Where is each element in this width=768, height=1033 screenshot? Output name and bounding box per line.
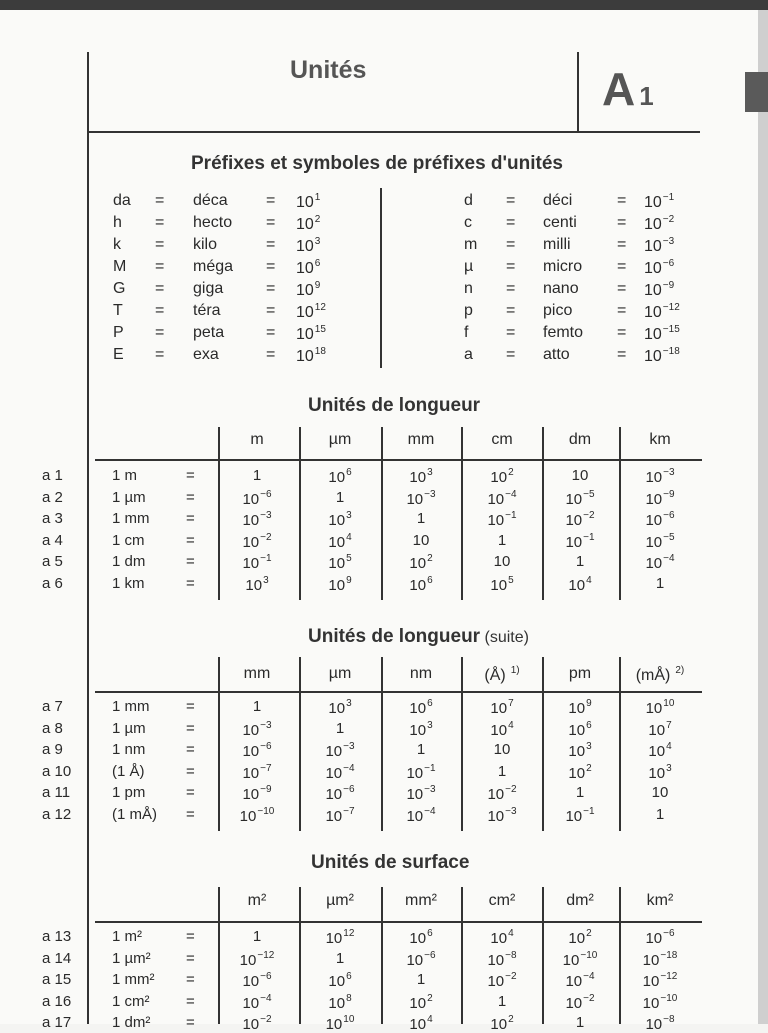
conversion-value: $10^{-3}$	[325, 741, 355, 761]
row-reference: a 17	[42, 1014, 72, 1032]
equals-sign: =	[266, 214, 276, 231]
conversion-value: 1	[252, 928, 262, 945]
conversion-value: $10^{-5}$	[645, 531, 675, 551]
row-reference: a 5	[42, 553, 63, 571]
prefix-symbol: m	[464, 236, 478, 253]
conversion-value: $10^3$	[568, 741, 592, 761]
conversion-value: $10^{-4}$	[325, 762, 355, 782]
table-column-divider	[218, 657, 220, 831]
table-column-divider	[461, 427, 463, 600]
conversion-value: $10^{-12}$	[239, 949, 275, 969]
prefix-symbol: P	[113, 324, 124, 341]
prefix-symbol: d	[464, 192, 473, 209]
row-unit-label: (1 Å)	[112, 762, 145, 780]
row-reference: a 16	[42, 992, 72, 1010]
equals-sign: =	[155, 258, 165, 275]
table-title: Unités de longueur	[308, 395, 481, 416]
row-unit-label: 1 mm	[112, 698, 150, 715]
table-column-divider	[381, 427, 383, 600]
column-header: km²	[646, 892, 674, 909]
column-header: (Å) $^{1)}$	[484, 665, 520, 684]
equals-sign: =	[186, 698, 195, 715]
conversion-value: $10^6$	[409, 928, 433, 947]
conversion-value: 10	[412, 531, 430, 549]
section-code: A 1	[602, 63, 654, 115]
equals-sign: =	[186, 928, 195, 945]
row-unit-label: 1 cm	[112, 531, 145, 549]
conversion-value: $10^{-3}$	[487, 806, 517, 825]
row-unit-label: 1 m	[112, 467, 138, 484]
column-header: cm²	[488, 892, 516, 909]
equals-sign: =	[617, 280, 627, 297]
prefix-factor: $10^{-1}$	[644, 192, 675, 211]
table-column-divider	[461, 887, 463, 1024]
section-tab-marker	[745, 72, 768, 112]
row-unit-label: (1 mÅ)	[112, 806, 157, 823]
table-column-divider	[218, 427, 220, 600]
conversion-value: $10^{-7}$	[242, 762, 272, 782]
prefix-factor: $10^2$	[296, 214, 321, 233]
table-column-divider	[381, 887, 383, 1024]
conversion-value: $10^{-6}$	[645, 510, 675, 530]
page-top-edge	[0, 0, 768, 10]
conversion-value: $10^3$	[409, 719, 433, 739]
column-header: µm	[328, 431, 352, 448]
equals-sign: =	[506, 346, 516, 363]
prefix-name: atto	[543, 346, 570, 363]
conversion-value: $10^{-2}$	[565, 992, 595, 1012]
conversion-value: $10^9$	[328, 575, 352, 594]
equals-sign: =	[266, 192, 276, 209]
prefix-factor: $10^{-6}$	[644, 258, 675, 277]
conversion-value: $10^9$	[568, 698, 592, 717]
conversion-value: $10^{-6}$	[406, 949, 436, 969]
prefix-symbol: h	[113, 214, 122, 231]
row-reference: a 7	[42, 698, 63, 715]
prefix-symbol: p	[464, 302, 473, 319]
conversion-value: 1	[497, 992, 507, 1010]
conversion-value: $10^{-10}$	[562, 949, 598, 969]
row-unit-label: 1 dm	[112, 553, 146, 571]
column-header: dm²	[566, 892, 594, 909]
equals-sign: =	[186, 971, 195, 989]
table-column-divider	[461, 657, 463, 831]
table-title: Unités de surface	[311, 852, 470, 873]
conversion-value: $10^{10}$	[325, 1014, 355, 1033]
conversion-value: $10^{-9}$	[242, 784, 272, 804]
conversion-value: 1	[416, 971, 426, 989]
table-column-divider	[218, 887, 220, 1024]
row-reference: a 2	[42, 488, 63, 506]
equals-sign: =	[506, 280, 516, 297]
row-reference: a 13	[42, 928, 72, 945]
page-right-edge	[758, 10, 768, 1024]
table-column-divider	[299, 427, 301, 600]
conversion-value: $10^{-3}$	[242, 510, 272, 530]
conversion-value: $10^2$	[409, 553, 433, 573]
equals-sign: =	[266, 302, 276, 319]
equals-sign: =	[617, 324, 627, 341]
conversion-value: $10^3$	[648, 762, 672, 782]
conversion-value: 1	[335, 719, 345, 737]
column-header: µm	[328, 665, 352, 682]
conversion-value: $10^{12}$	[325, 928, 355, 947]
prefix-name: centi	[543, 214, 577, 231]
table-column-divider	[299, 887, 301, 1024]
prefix-factor: $10^{15}$	[296, 324, 326, 343]
prefix-symbol: n	[464, 280, 473, 297]
conversion-value: $10^7$	[648, 719, 672, 739]
prefix-name: milli	[543, 236, 571, 253]
prefix-name: peta	[193, 324, 225, 341]
conversion-value: $10^4$	[568, 575, 592, 594]
equals-sign: =	[186, 949, 195, 967]
conversion-value: $10^3$	[409, 467, 433, 486]
prefix-symbol: G	[113, 280, 126, 297]
equals-sign: =	[266, 324, 276, 341]
column-header: dm	[568, 431, 592, 448]
conversion-value: $10^{-4}$	[645, 553, 675, 573]
prefix-name: exa	[193, 346, 219, 363]
prefix-symbol: f	[464, 324, 469, 341]
conversion-value: $10^{-3}$	[406, 488, 436, 508]
conversion-value: $10^{-1}$	[565, 806, 595, 825]
prefix-factor: $10^3$	[296, 236, 321, 255]
equals-sign: =	[186, 992, 195, 1010]
conversion-value: $10^{-2}$	[565, 510, 595, 530]
conversion-value: 1	[252, 467, 262, 484]
row-reference: a 14	[42, 949, 72, 967]
table-header-rule	[95, 921, 702, 923]
conversion-value: $10^6$	[409, 575, 433, 594]
prefix-factor: $10^{-12}$	[644, 302, 680, 321]
equals-sign: =	[506, 302, 516, 319]
conversion-value: $10^{-6}$	[242, 971, 272, 991]
conversion-value: $10^8$	[328, 992, 352, 1012]
equals-sign: =	[617, 346, 627, 363]
column-header: cm	[491, 431, 513, 448]
column-header: mm	[407, 431, 435, 448]
row-unit-label: 1 mm²	[112, 971, 155, 989]
conversion-value: $10^{-1}$	[406, 762, 436, 782]
row-unit-label: 1 dm²	[112, 1014, 151, 1032]
equals-sign: =	[186, 553, 195, 571]
conversion-value: $10^{-3}$	[406, 784, 436, 804]
conversion-value: $10^{-4}$	[487, 488, 517, 508]
equals-sign: =	[186, 741, 195, 759]
conversion-value: $10^4$	[490, 719, 514, 739]
conversion-value: 1	[575, 1014, 585, 1032]
equals-sign: =	[506, 236, 516, 253]
conversion-value: $10^{-10}$	[239, 806, 275, 825]
row-reference: a 4	[42, 531, 63, 549]
conversion-value: $10^2$	[490, 1014, 514, 1033]
prefix-symbol: k	[113, 236, 121, 253]
row-reference: a 8	[42, 719, 63, 737]
equals-sign: =	[617, 236, 627, 253]
margin-line	[87, 52, 89, 1024]
equals-sign: =	[186, 510, 195, 528]
conversion-value: $10^{-6}$	[325, 784, 355, 804]
equals-sign: =	[617, 192, 627, 209]
prefix-factor: $10^{-18}$	[644, 346, 680, 365]
conversion-value: $10^{-3}$	[242, 719, 272, 739]
table-column-divider	[542, 657, 544, 831]
conversion-value: 10	[651, 784, 669, 802]
conversion-value: 1	[497, 762, 507, 780]
row-reference: a 12	[42, 806, 72, 823]
table-column-divider	[381, 657, 383, 831]
conversion-value: $10^{-1}$	[242, 553, 272, 573]
prefix-name: micro	[543, 258, 583, 275]
table-column-divider	[299, 657, 301, 831]
table-title: Unités de longueur (suite)	[308, 626, 529, 647]
conversion-value: 1	[575, 553, 585, 571]
row-unit-label: 1 m²	[112, 928, 142, 945]
conversion-value: $10^{-2}$	[487, 784, 517, 804]
conversion-value: 1	[416, 510, 426, 528]
prefix-factor: $10^{18}$	[296, 346, 326, 365]
header-divider	[577, 52, 579, 132]
column-header: m	[250, 431, 264, 448]
conversion-value: $10^{-1}$	[565, 531, 595, 551]
conversion-value: $10^{-2}$	[242, 1014, 272, 1033]
row-reference: a 3	[42, 510, 63, 528]
column-header: m²	[247, 892, 267, 909]
equals-sign: =	[506, 324, 516, 341]
table-column-divider	[619, 657, 621, 831]
equals-sign: =	[617, 302, 627, 319]
prefix-name: hecto	[193, 214, 233, 231]
conversion-value: $10^3$	[245, 575, 269, 594]
row-reference: a 10	[42, 762, 72, 780]
conversion-value: $10^2$	[409, 992, 433, 1012]
row-unit-label: 1 mm	[112, 510, 150, 528]
conversion-value: $10^{-8}$	[645, 1014, 675, 1033]
prefix-name: téra	[193, 302, 221, 319]
prefix-factor: $10^9$	[296, 280, 321, 299]
row-reference: a 15	[42, 971, 72, 989]
conversion-value: 10	[493, 741, 511, 759]
prefix-name: femto	[543, 324, 584, 341]
prefix-symbol: c	[464, 214, 472, 231]
conversion-value: $10^6$	[409, 698, 433, 717]
table-column-divider	[619, 887, 621, 1024]
row-reference: a 6	[42, 575, 63, 592]
column-header: mm²	[405, 892, 437, 909]
row-reference: a 11	[42, 784, 71, 802]
row-unit-label: 1 µm	[112, 719, 146, 737]
equals-sign: =	[506, 258, 516, 275]
equals-sign: =	[266, 346, 276, 363]
prefix-name: kilo	[193, 236, 218, 253]
page-title: Unités	[290, 56, 367, 84]
conversion-value: $10^2$	[490, 467, 514, 486]
equals-sign: =	[617, 214, 627, 231]
prefix-name: nano	[543, 280, 579, 297]
prefixes-divider	[380, 188, 382, 368]
prefix-name: déca	[193, 192, 228, 209]
conversion-value: $10^{-12}$	[642, 971, 678, 991]
conversion-value: $10^2$	[568, 928, 592, 947]
equals-sign: =	[266, 280, 276, 297]
prefix-symbol: E	[113, 346, 124, 363]
conversion-value: $10^6$	[568, 719, 592, 739]
conversion-value: $10^{-2}$	[487, 971, 517, 991]
table-header-rule	[95, 691, 702, 693]
conversion-value: 1	[335, 949, 345, 967]
row-unit-label: 1 km	[112, 575, 145, 592]
conversion-value: $10^5$	[490, 575, 514, 594]
conversion-value: $10^{-4}$	[565, 971, 595, 991]
conversion-value: $10^3$	[328, 510, 352, 530]
row-unit-label: 1 µm	[112, 488, 146, 506]
prefix-name: méga	[193, 258, 234, 275]
row-unit-label: 1 cm²	[112, 992, 150, 1010]
conversion-value: $10^{-7}$	[325, 806, 355, 825]
prefix-name: pico	[543, 302, 573, 319]
equals-sign: =	[155, 280, 165, 297]
conversion-value: 10	[493, 553, 511, 571]
equals-sign: =	[186, 1014, 195, 1032]
prefix-factor: $10^1$	[296, 192, 321, 211]
prefix-symbol: µ	[464, 258, 474, 275]
conversion-value: $10^{-10}$	[642, 992, 678, 1012]
row-unit-label: 1 µm²	[112, 949, 151, 967]
table-column-divider	[542, 887, 544, 1024]
prefix-factor: $10^6$	[296, 258, 321, 277]
table-column-divider	[619, 427, 621, 600]
equals-sign: =	[155, 214, 165, 231]
equals-sign: =	[506, 214, 516, 231]
prefix-symbol: T	[113, 302, 123, 319]
equals-sign: =	[266, 236, 276, 253]
equals-sign: =	[186, 467, 195, 484]
conversion-value: $10^{-6}$	[645, 928, 675, 947]
conversion-value: $10^{-1}$	[487, 510, 517, 530]
conversion-value: $10^{-4}$	[406, 806, 436, 825]
prefix-factor: $10^{-2}$	[644, 214, 675, 233]
conversion-value: $10^4$	[490, 928, 514, 947]
column-header: km	[649, 431, 671, 448]
header-underline	[89, 131, 700, 133]
row-reference: a 1	[42, 467, 63, 484]
column-header: nm	[409, 665, 433, 682]
prefix-factor: $10^{-9}$	[644, 280, 675, 299]
equals-sign: =	[186, 488, 195, 506]
equals-sign: =	[155, 302, 165, 319]
prefix-name: déci	[543, 192, 573, 209]
conversion-value: $10^4$	[648, 741, 672, 761]
conversion-value: 1	[575, 784, 585, 802]
conversion-value: 1	[655, 575, 665, 592]
row-unit-label: 1 nm	[112, 741, 146, 759]
prefix-symbol: M	[113, 258, 127, 275]
conversion-value: $10^{-4}$	[242, 992, 272, 1012]
equals-sign: =	[266, 258, 276, 275]
table-column-divider	[542, 427, 544, 600]
equals-sign: =	[617, 258, 627, 275]
conversion-value: $10^{-2}$	[242, 531, 272, 551]
column-header: µm²	[326, 892, 354, 909]
conversion-value: $10^{10}$	[645, 698, 675, 717]
equals-sign: =	[506, 192, 516, 209]
column-header: (mÅ) $^{2)}$	[635, 665, 685, 684]
conversion-value: $10^{-9}$	[645, 488, 675, 508]
equals-sign: =	[186, 762, 195, 780]
equals-sign: =	[186, 531, 195, 549]
conversion-value: $10^{-5}$	[565, 488, 595, 508]
prefix-factor: $10^{-15}$	[644, 324, 680, 343]
conversion-value: $10^{-18}$	[642, 949, 678, 969]
conversion-value: $10^3$	[328, 698, 352, 717]
row-unit-label: 1 pm	[112, 784, 146, 802]
conversion-value: $10^{-3}$	[645, 467, 675, 486]
equals-sign: =	[155, 236, 165, 253]
prefix-symbol: da	[113, 192, 131, 209]
prefixes-title: Préfixes et symboles de préfixes d'unités	[191, 153, 564, 174]
equals-sign: =	[186, 719, 195, 737]
equals-sign: =	[155, 192, 165, 209]
equals-sign: =	[155, 324, 165, 341]
column-header: mm	[243, 665, 271, 682]
conversion-value: $10^6$	[328, 467, 352, 486]
conversion-value: 1	[252, 698, 262, 715]
equals-sign: =	[186, 784, 195, 802]
conversion-value: 1	[497, 531, 507, 549]
prefix-factor: $10^{-3}$	[644, 236, 675, 255]
conversion-value: $10^6$	[328, 971, 352, 991]
conversion-value: 1	[416, 741, 426, 759]
column-header: pm	[568, 665, 592, 682]
conversion-value: $10^4$	[328, 531, 352, 551]
conversion-value: 1	[655, 806, 665, 823]
conversion-value: $10^{-8}$	[487, 949, 517, 969]
conversion-value: $10^2$	[568, 762, 592, 782]
conversion-value: $10^5$	[328, 553, 352, 573]
equals-sign: =	[186, 806, 195, 823]
table-header-rule	[95, 459, 702, 461]
equals-sign: =	[155, 346, 165, 363]
prefix-name: giga	[193, 280, 224, 297]
row-reference: a 9	[42, 741, 63, 759]
conversion-value: $10^{-6}$	[242, 488, 272, 508]
prefix-symbol: a	[464, 346, 473, 363]
conversion-value: $10^7$	[490, 698, 514, 717]
conversion-value: $10^4$	[409, 1014, 433, 1033]
conversion-value: 1	[335, 488, 345, 506]
equals-sign: =	[186, 575, 195, 592]
conversion-value: $10^{-6}$	[242, 741, 272, 761]
conversion-value: 10	[571, 467, 589, 484]
prefix-factor: $10^{12}$	[296, 302, 326, 321]
